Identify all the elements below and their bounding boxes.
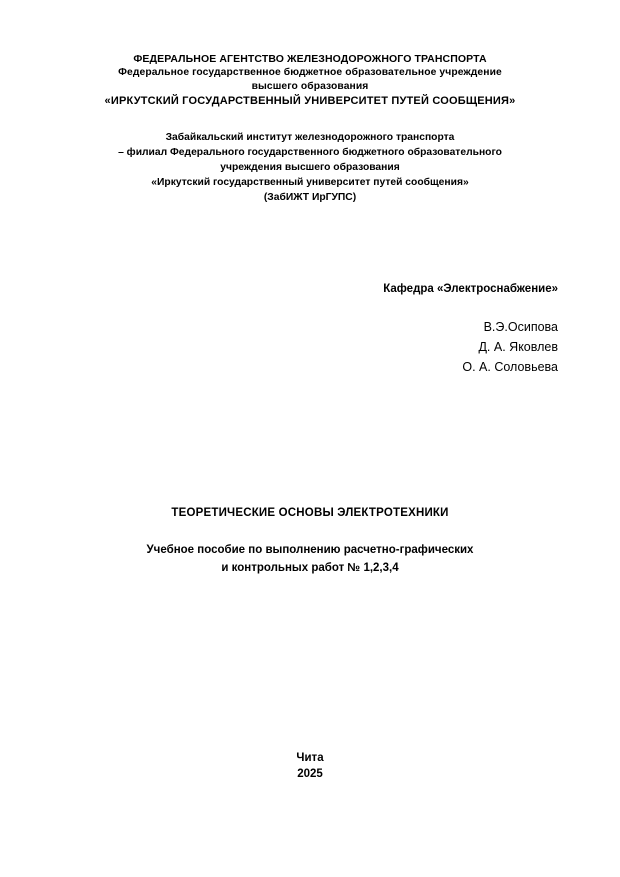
organization-line-4: «ИРКУТСКИЙ ГОСУДАРСТВЕННЫЙ УНИВЕРСИТЕТ ПУТЕЙ СООБЩЕНИЯ» xyxy=(104,95,516,107)
branch-abbreviation: (ЗабИЖТ ИрГУПС) xyxy=(263,192,357,203)
authors-block xyxy=(62,317,558,377)
document-title-block xyxy=(62,507,558,519)
department-label: Кафедра «Электроснабжение» xyxy=(383,283,558,295)
publication-city: Чита xyxy=(296,752,324,764)
document-subtitle-block xyxy=(62,541,558,577)
page-title: ТЕОРЕТИЧЕСКИЕ ОСНОВЫ ЭЛЕКТРОТЕХНИКИ xyxy=(171,507,449,519)
branch-block xyxy=(62,130,558,205)
branch-line-3: учреждения высшего образования xyxy=(220,162,400,173)
author-2: Д. А. Яковлев xyxy=(478,340,558,354)
organization-line-1: ФЕДЕРАЛЬНОЕ АГЕНТСТВО ЖЕЛЕЗНОДОРОЖНОГО ТРАНСПОРТА xyxy=(133,53,487,65)
subtitle-line-2: и контрольных работ № 1,2,3,4 xyxy=(221,562,399,574)
author-1: В.Э.Осипова xyxy=(483,320,558,334)
organization-line-3: высшего образования xyxy=(251,81,369,92)
branch-line-2: – филиал Федерального государственного бюджетного образовательного xyxy=(118,147,502,158)
footer-block xyxy=(0,750,620,782)
branch-line-4: «Иркутский государственный университет путей сообщения» xyxy=(151,177,469,188)
publication-year: 2025 xyxy=(297,768,323,780)
organization-block xyxy=(62,52,558,108)
branch-line-1: Забайкальский институт железнодорожного транспорта xyxy=(165,132,455,143)
author-3: О. А. Соловьева xyxy=(462,360,558,374)
subtitle-line-1: Учебное пособие по выполнению расчетно-графических xyxy=(146,544,474,556)
organization-line-2: Федеральное государственное бюджетное образовательное учреждение xyxy=(118,67,502,78)
